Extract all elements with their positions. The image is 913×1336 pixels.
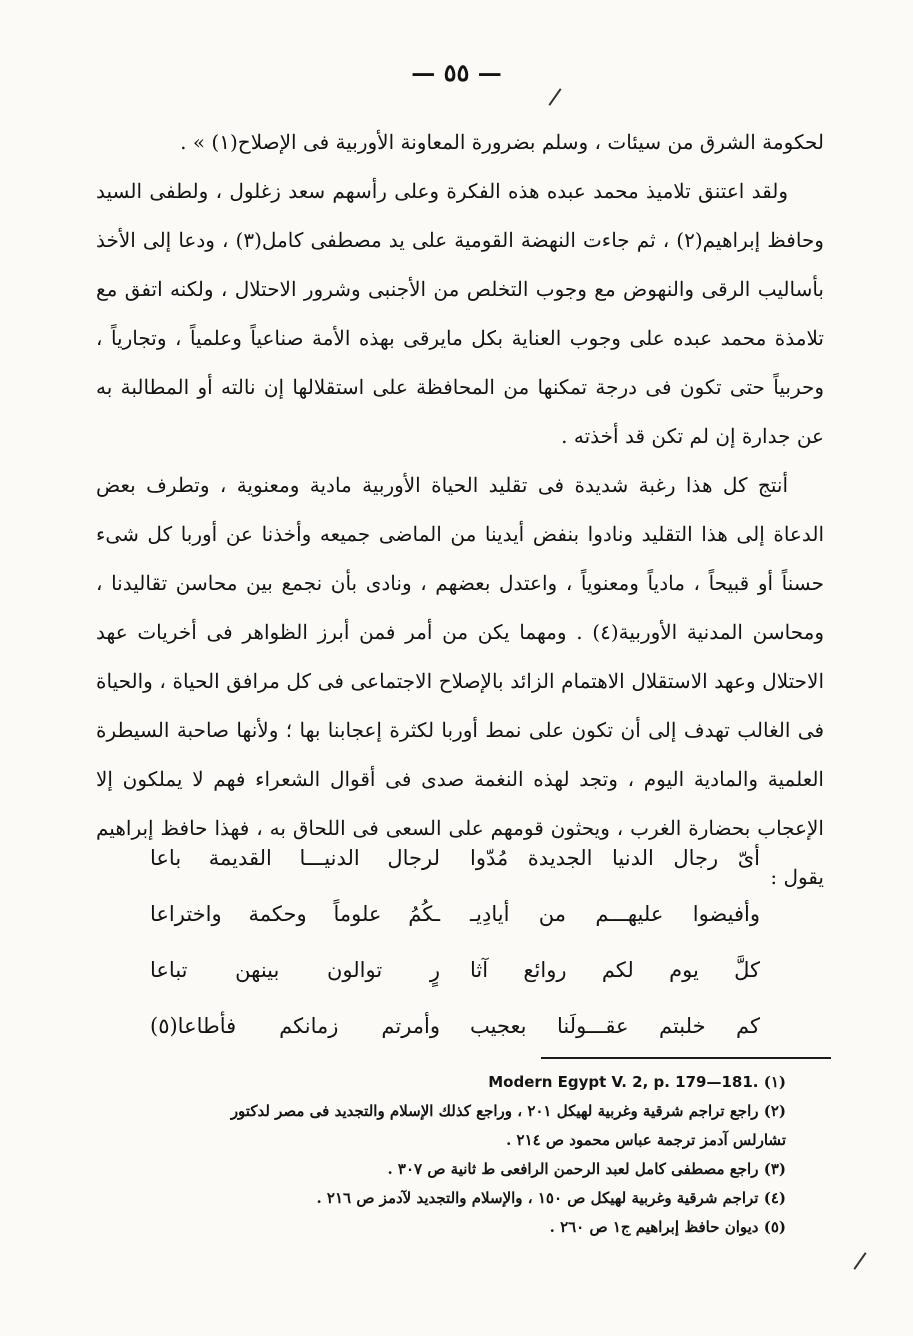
footnote bbox=[96, 1097, 786, 1126]
paragraph: لحكومة الشرق من سيئات ، وسلم بضرورة المعاونة الأوربية فى الإصلاح(١) » . bbox=[180, 130, 824, 154]
footnote-continuation bbox=[96, 1126, 786, 1155]
poem-second-hemistich: ـكُمُ علوماً وحكمة واختراعا bbox=[150, 902, 440, 926]
page-number: — ٥٥ — bbox=[411, 58, 502, 87]
poem bbox=[150, 830, 760, 1054]
margin-pencil-mark bbox=[548, 88, 561, 106]
footnote-number: (٢) bbox=[763, 1102, 786, 1120]
footnote-text: تشارلس آدمز ترجمة عباس محمود ص ٢١٤ . bbox=[506, 1131, 786, 1149]
body-text bbox=[96, 118, 824, 902]
poem-first-hemistich: كلَّ يوم لكم روائع آثا bbox=[470, 958, 760, 982]
poem-second-hemistich: وأمرتم زمانكم فأطاعا(٥) bbox=[150, 1014, 440, 1038]
footnote-number: (١) bbox=[763, 1073, 786, 1091]
footnote-divider bbox=[541, 1057, 831, 1059]
footnote bbox=[96, 1184, 786, 1213]
poem-line bbox=[150, 830, 760, 886]
footnote-number: (٤) bbox=[763, 1189, 786, 1207]
footnote bbox=[96, 1155, 786, 1184]
footnotes bbox=[96, 1068, 786, 1242]
footnote-text: ديوان حافظ إبراهيم ج١ ص ٢٦٠ . bbox=[549, 1218, 759, 1236]
footnote-text: تراجم شرقية وغربية لهيكل ص ١٥٠ ، والإسلام والتجديد لآدمز ص ٢١٦ . bbox=[316, 1189, 759, 1207]
poem-first-hemistich: أىّ رجال الدنيا الجديدة مُدّوا bbox=[470, 846, 760, 870]
poem-first-hemistich: وأفيضوا عليهـــم من أيادِيـ bbox=[470, 902, 760, 926]
footnote-text: Modern Egypt V. 2, p. 179—181. bbox=[488, 1073, 759, 1091]
paragraph: أنتج كل هذا رغبة شديدة فى تقليد الحياة الأوربية مادية ومعنوية ، وتطرف بعض الدعاة إلى هذا التقليد ونادوا بنفض أيدينا من الماضى جميعه وأخذنا عن أوربا كل شىء حسناً أو قبيحاً ، مادياً ومعنوياً ، واعتدل بعضهم ، ونادى بأن نجمع بين محاسن تقاليدنا ، ومحاسن المدنية الأوربية(٤) . ومهما يكن من أمر فمن أبرز الظواهر فى أخريات عهد الاحتلال وعهد الاستقلال الاهتمام الزائد بالإصلاح الاجتماعى فى كل مرافق الحياة ، والحياة فى الغالب تهدف إلى أن تكون على نمط أوربا لكثرة إعجابنا بها ؛ ولأنها صاحبة السيطرة العلمية والمادية اليوم ، وتجد لهذه النغمة صدى فى أقوال الشعراء فهم لا يملكون إلا الإعجاب بحضارة الغرب ، ويحثون قومهم على السعى فى اللحاق به ، فهذا حافظ إبراهيم يقول : bbox=[96, 473, 825, 889]
poem-second-hemistich: لرجال الدنيـــا القديمة باعا bbox=[150, 846, 440, 870]
poem-second-hemistich: رٍ توالون بينهن تباعا bbox=[150, 958, 440, 982]
poem-line bbox=[150, 886, 760, 942]
margin-pencil-mark bbox=[853, 1252, 866, 1270]
poem-first-hemistich: كم خلبتم عقـــولَنا بعجيب bbox=[470, 1014, 760, 1038]
footnote-text: راجع تراجم شرقية وغربية لهيكل ٢٠١ ، وراجع كذلك الإسلام والتجديد فى مصر لدكتور bbox=[230, 1102, 759, 1120]
footnote-number: (٥) bbox=[763, 1218, 786, 1236]
footnote bbox=[96, 1068, 786, 1097]
poem-line bbox=[150, 942, 760, 998]
poem-line bbox=[150, 998, 760, 1054]
footnote bbox=[96, 1213, 786, 1242]
paragraph: ولقد اعتنق تلاميذ محمد عبده هذه الفكرة وعلى رأسهم سعد زغلول ، ولطفى السيد وحافظ إبراهيم(٢) ، ثم جاءت النهضة القومية على يد مصطفى كامل(٣) ، ودعا إلى الأخذ بأساليب الرقى والنهوض مع وجوب التخلص من الأجنبى وشرور الاحتلال ، ولكنه اتفق مع تلامذة محمد عبده على وجوب العناية بكل مايرقى بهذه الأمة صناعياً وعلمياً ، وتجارياً ، وحربياً حتى تكون فى درجة تمكنها من المحافظة على استقلالها إن نالته أو المطالبة به عن جدارة إن لم تكن قد أخذته . bbox=[96, 179, 824, 448]
footnote-text: راجع مصطفى كامل لعبد الرحمن الرافعى ط ثانية ص ٣٠٧ . bbox=[387, 1160, 759, 1178]
footnote-number: (٣) bbox=[763, 1160, 786, 1178]
